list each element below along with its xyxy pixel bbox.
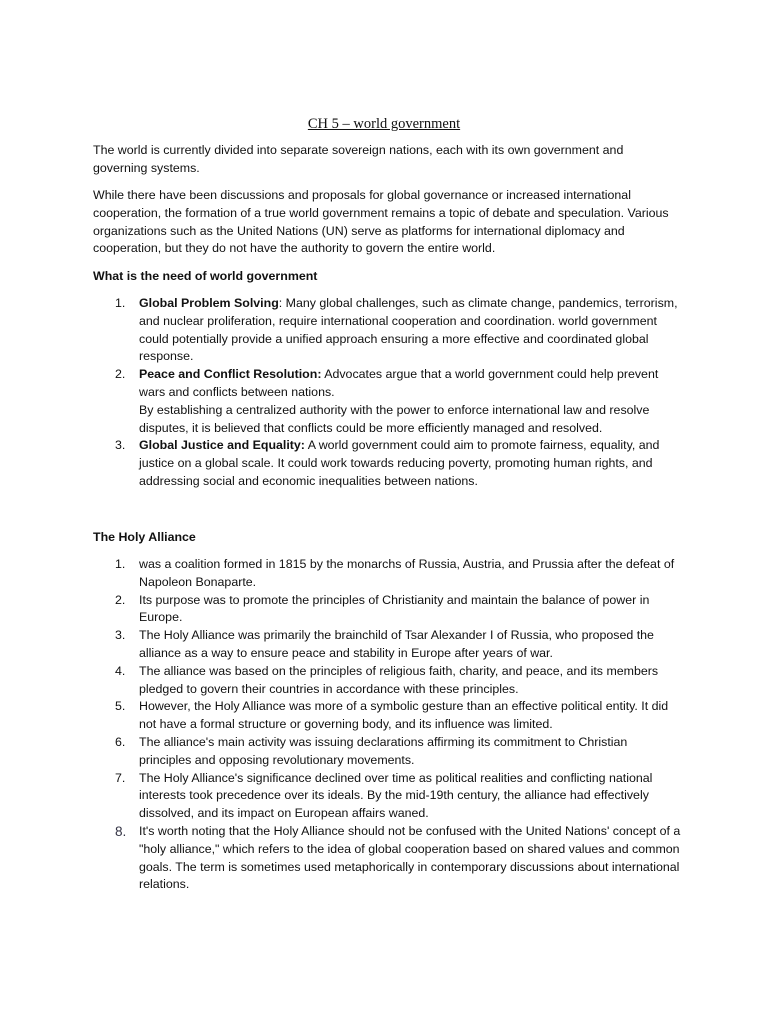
list-item <box>93 823 683 894</box>
list-item <box>93 734 683 770</box>
list-item-text: The alliance was based on the principles of religious faith, charity, and peace, and its members pledged to govern their countries in accordance with these principles. <box>139 663 659 696</box>
list-item <box>93 592 683 628</box>
list-item-text: was a coalition formed in 1815 by the monarchs of Russia, Austria, and Prussia after the defeat of Napoleon Bonaparte. <box>139 557 675 589</box>
list-item-number: 6. <box>115 734 126 749</box>
list-item-number: 1. <box>115 557 126 571</box>
list-item-text: The Holy Alliance's significance declined over time as political realities and conflicting national interests took precedence over its ideals. By the mid-19th century, the alliance had effectively dissolved, and its impact on European affairs waned. <box>139 770 653 821</box>
list-item <box>93 295 683 366</box>
list-item <box>93 556 683 592</box>
list-item <box>93 770 683 823</box>
intro-paragraph-2: While there have been discussions and proposals for global governance or increased international cooperation, the formation of a true world government remains a topic of debate and speculation. Various organizations such as the United Nations (UN) serve as platforms for international diplomacy and cooperation, but they do not have the authority to govern the entire world. <box>93 188 669 256</box>
list-item-number: 3. <box>115 628 126 643</box>
need-list <box>93 295 683 491</box>
list-item-number: 2. <box>115 592 126 607</box>
list-item-term: Peace and Conflict Resolution: <box>139 367 322 382</box>
list-item-number: 8. <box>115 823 127 839</box>
list-item <box>93 698 683 734</box>
list-item-text: : Many global challenges, such as climate change, pandemics, terrorism, and nuclear proliferation, require international cooperation and coordination. world government could potentially provide a unified approach ensuring a more effective and coordinated global response. <box>139 296 678 364</box>
list-item-term: Global Justice and Equality: <box>139 438 305 453</box>
list-item-number: 5. <box>115 699 126 714</box>
list-item-number: 3. <box>115 438 126 453</box>
list-item-number: 1. <box>115 296 126 310</box>
section-heading-holy-alliance: The Holy Alliance <box>93 530 196 544</box>
list-item <box>93 627 683 663</box>
list-item-text: A world government could aim to promote fairness, equality, and justice on a global scale. It could work towards reducing poverty, promoting human rights, and addressing social and economic inequalities between nations. <box>139 438 660 488</box>
list-item-number: 2. <box>115 367 126 382</box>
list-item-number: 4. <box>115 663 126 678</box>
list-item <box>93 437 683 490</box>
list-item-text: However, the Holy Alliance was more of a symbolic gesture than an effective political entity. It did not have a formal structure or governing body, and its influence was limited. <box>139 699 669 732</box>
list-item-text: It's worth noting that the Holy Alliance should not be confused with the United Nations' concept of a "holy alliance," which refers to the idea of global cooperation based on shared values and common goals. The term is sometimes used metaphorically in contemporary discussions about international relations. <box>139 823 681 892</box>
page-title: CH 5 – world government <box>307 116 461 132</box>
holy-alliance-list <box>93 556 683 894</box>
list-item-text: The Holy Alliance was primarily the brainchild of Tsar Alexander I of Russia, who proposed the alliance as a way to ensure peace and stability in Europe after years of war. <box>139 628 654 660</box>
list-item-text: Advocates argue that a world government could help prevent wars and conflicts between nations. <box>139 367 659 399</box>
list-item-number: 7. <box>115 770 126 785</box>
intro-paragraph-1: The world is currently divided into separate sovereign nations, each with its own government and governing systems. <box>93 143 624 175</box>
list-item-text-continued: By establishing a centralized authority with the power to enforce international law and resolve disputes, it is believed that conflicts could be more efficiently managed and resolved. <box>139 402 650 435</box>
list-item-term: Global Problem Solving <box>139 296 279 310</box>
list-item-text: The alliance's main activity was issuing declarations affirming its commitment to Christian principles and opposing revolutionary movements. <box>139 734 628 767</box>
list-item-text: Its purpose was to promote the principles of Christianity and maintain the balance of power in Europe. <box>139 592 650 625</box>
list-item <box>93 663 683 699</box>
section-heading-need: What is the need of world government <box>93 269 318 283</box>
list-item <box>93 366 683 437</box>
